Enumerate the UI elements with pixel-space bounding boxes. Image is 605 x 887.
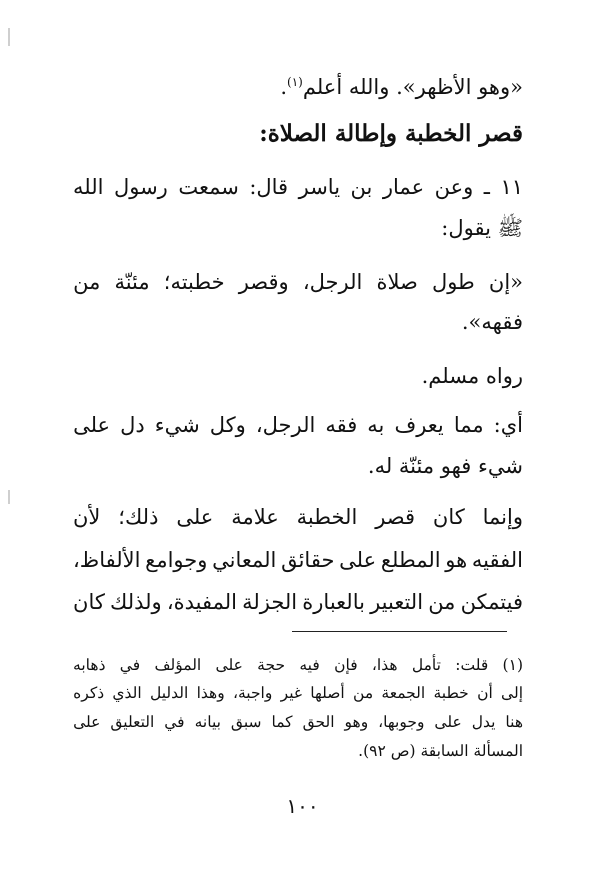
narrator-line: رواه مسلم.	[421, 364, 523, 388]
word: على	[434, 713, 462, 731]
word: هو	[445, 548, 468, 572]
scan-edge-mark	[8, 28, 10, 46]
word: يعرف	[394, 413, 444, 437]
paragraph-line-1	[73, 502, 523, 532]
word: فإن	[334, 656, 358, 674]
word: هنا	[505, 713, 523, 731]
word: أن	[477, 684, 493, 702]
word: المطلع	[380, 548, 441, 572]
word: وكل	[209, 413, 246, 437]
section-heading: قصر الخطبة وإطالة الصلاة:	[259, 120, 523, 147]
word: على	[73, 413, 111, 437]
word: الألفاظ،	[73, 548, 141, 572]
word: من	[73, 270, 101, 294]
scan-edge-mark	[8, 490, 10, 504]
word: وهو	[344, 713, 369, 731]
footnote-line-3	[73, 709, 523, 735]
word: دل	[120, 413, 145, 437]
word: الرجل،	[302, 270, 363, 294]
closing-quote-line	[73, 72, 523, 102]
word: مما	[453, 413, 484, 437]
word: سبق	[230, 713, 262, 731]
word: واجبة،	[232, 684, 273, 702]
word: ذكره	[73, 684, 105, 702]
word: غير	[280, 684, 302, 702]
word: حقائق	[281, 548, 335, 572]
paragraph-line-2	[73, 545, 523, 575]
word: يدل	[471, 713, 496, 731]
word: المفيدة،	[166, 590, 237, 614]
hadith-quote-line-2: فقهه».	[461, 310, 523, 334]
word: الذي	[112, 684, 142, 702]
word: من	[428, 590, 456, 614]
word: كان	[432, 505, 465, 529]
word: ولذلك	[110, 590, 162, 614]
word: المعاني	[212, 548, 277, 572]
word: هذا،	[371, 656, 398, 674]
page-number: ١٠٠	[286, 794, 319, 818]
word: فيتمكن	[460, 590, 523, 614]
closing-quote-end: .	[280, 75, 288, 99]
word: الخطبة	[296, 505, 358, 529]
word: قلت:	[455, 656, 489, 674]
word: «إن	[488, 270, 523, 294]
word: من	[353, 684, 374, 702]
word: ـ	[483, 175, 490, 199]
word: طول	[431, 270, 475, 294]
word: في	[164, 713, 185, 731]
word: بن	[350, 175, 373, 199]
word: المؤلف	[154, 656, 202, 674]
word: على	[215, 656, 243, 674]
word: على	[339, 548, 377, 572]
word: لأن	[73, 505, 101, 529]
word: وجوبها،	[378, 713, 425, 731]
word: على	[176, 505, 214, 529]
word: بالعبارة	[302, 590, 365, 614]
word: في	[119, 656, 141, 674]
word: وعن	[434, 175, 474, 199]
word: فقه	[325, 413, 358, 437]
word: شيء	[154, 413, 200, 437]
footnote-line-2	[73, 680, 523, 706]
word: ١١	[500, 175, 523, 199]
footnote-line-4: المسألة السابقة (ص ٩٢).	[358, 742, 523, 760]
footnote-separator	[292, 631, 507, 632]
word: عمار	[382, 175, 425, 199]
word: سمعت	[178, 175, 239, 199]
word: الفقيه	[471, 548, 523, 572]
word: خطبته؛	[163, 270, 225, 294]
word: الدليل	[150, 684, 189, 702]
footnote-ref-marker: (١)	[287, 75, 303, 89]
word: به	[367, 413, 385, 437]
word: كان	[73, 590, 105, 614]
word: أصلها	[310, 684, 345, 702]
closing-quote-text: «وهو الأظهر». والله أعلم	[302, 75, 523, 99]
word: وقصر	[238, 270, 289, 294]
word: على	[73, 713, 101, 731]
word: الجزلة	[242, 590, 298, 614]
word: وهذا	[196, 684, 225, 702]
word: وإنما	[482, 505, 523, 529]
word: قال:	[249, 175, 289, 199]
word: رسول	[113, 175, 168, 199]
word: فيه	[299, 656, 320, 674]
paragraph-line-3	[73, 587, 523, 617]
word: كما	[271, 713, 293, 731]
footnote-line-1	[73, 652, 523, 678]
word: إلى	[501, 684, 523, 702]
word: وجوامع	[145, 548, 208, 572]
hadith-line-1	[73, 172, 523, 202]
word: علامة	[231, 505, 279, 529]
word: قصر	[375, 505, 416, 529]
word: ياسر	[298, 175, 341, 199]
word: ذلك؛	[118, 505, 159, 529]
explanation-line-1	[73, 410, 523, 440]
word: بيانه	[194, 713, 221, 731]
word: أي:	[493, 413, 523, 437]
word: صلاة	[376, 270, 418, 294]
word: التعبير	[370, 590, 424, 614]
word: الجمعة	[381, 684, 426, 702]
hadith-quote-line-1	[73, 267, 523, 297]
hadith-line-2: ﷺ يقول:	[441, 216, 523, 240]
word: تأمل	[411, 656, 441, 674]
word: (١)	[502, 656, 523, 674]
word: حجة	[257, 656, 286, 674]
word: التعليق	[110, 713, 155, 731]
word: الحق	[302, 713, 335, 731]
word: الرجل،	[255, 413, 316, 437]
word: ذهابه	[73, 656, 106, 674]
word: مئنّة	[114, 270, 150, 294]
word: خطبة	[433, 684, 469, 702]
word: الله	[73, 175, 104, 199]
explanation-line-2: شيء فهو مئنّة له.	[367, 454, 523, 478]
